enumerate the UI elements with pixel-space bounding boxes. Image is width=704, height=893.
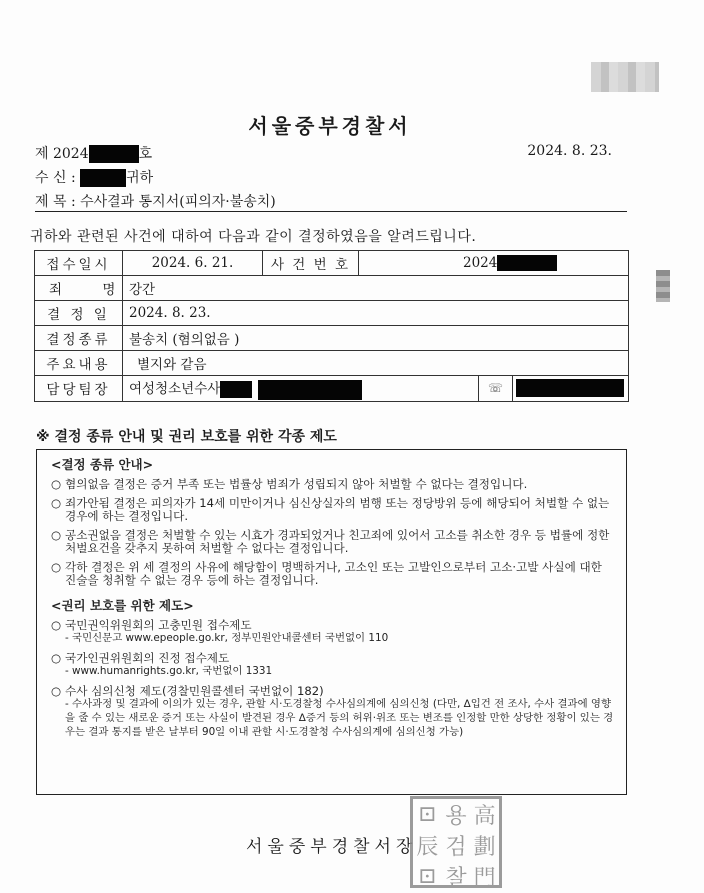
notice-heading: ※ 결정 종류 안내 및 권리 보호를 위한 각종 제도 xyxy=(36,429,337,445)
table-row xyxy=(35,351,629,376)
issue-date: 2024. 8. 23. xyxy=(527,143,612,159)
rights-title: <권리 보호를 위한 제도> xyxy=(51,598,194,614)
bullet: ○ xyxy=(51,617,62,632)
case-number-label: 사 건 번 호 xyxy=(263,251,359,276)
recipient: 수 신 : 귀하 xyxy=(35,170,154,186)
document-title: 서울중부경찰서 xyxy=(248,114,412,138)
table-row xyxy=(35,376,629,402)
issuer-signature: 서울중부경찰서장 xyxy=(246,837,418,857)
case-number-value: 2024 xyxy=(359,251,629,276)
list-item: ○ 국민권익위원회의 고충민원 접수제도 - 국민신문고 www.epeople.go.kr, 정부민원안내콜센터 국번없이 110 xyxy=(51,617,389,645)
redaction-bar xyxy=(516,379,624,397)
list-item: ○ 공소권없음 결정은 처벌할 수 있는 시효가 경과되었거나 친고죄에 있어서 고소를 취소한 경우 등 법률에 정한 처벌요건을 갖추지 못하여 처벌할 수 없다는 결정입니다. xyxy=(51,528,610,555)
redaction-bar xyxy=(497,255,557,271)
notice-box xyxy=(36,449,627,795)
phone-icon: ☏ xyxy=(479,376,513,402)
subject-line: 제 목 : 수사결과 통지서(피의자·불송치) xyxy=(35,194,276,210)
decision-guide-title: <결정 종류 안내> xyxy=(51,457,154,472)
content-label: 주요내용 xyxy=(35,351,123,376)
decision-date-label: 결 정 일 xyxy=(35,301,123,326)
decision-type-value: 불송치 (혐의없음 ) xyxy=(123,326,629,351)
divider xyxy=(35,211,627,212)
crime-label: 죄 명 xyxy=(35,276,123,301)
crime-value: 강간 xyxy=(123,276,629,301)
bullet: ○ xyxy=(51,560,62,575)
doc-number: 제 2024 호 xyxy=(35,146,153,162)
case-info-table xyxy=(34,250,629,402)
table-row xyxy=(35,326,629,351)
list-item: ○ 각하 결정은 위 세 결정의 사유에 해당함이 명백하거나, 고소인 또는 고발인으로부터 고소·고발 사실에 대한 진술을 청취할 수 없는 경우 등에 하는 결정입니다. xyxy=(51,560,602,587)
redaction-bar xyxy=(80,169,126,187)
list-item: ○ 국가인권위원회의 진정 접수제도 - www.humanrights.go.kr, 국번없이 1331 xyxy=(51,650,273,678)
decision-date-value: 2024. 8. 23. xyxy=(123,301,629,326)
bullet: ○ xyxy=(51,650,62,665)
list-item: ○ 죄가안됨 결정은 피의자가 14세 미만이거나 심신상실자의 범행 또는 정당방위 등에 해당되어 처벌할 수 없는 경우에 하는 결정입니다. xyxy=(51,496,610,523)
intro-text: 귀하와 관련된 사건에 대하여 다음과 같이 결정하였음을 알려드립니다. xyxy=(30,229,477,245)
blurred-stamp xyxy=(591,62,659,92)
redaction-bar xyxy=(89,145,139,163)
official-seal: ⊡ 용 高 辰 검 劃 ⊡ 찰 門 xyxy=(410,796,502,888)
scan-edge-mark xyxy=(656,270,670,302)
content-value: 별지와 같음 xyxy=(123,351,629,376)
table-row xyxy=(35,301,629,326)
redaction-bar xyxy=(220,381,252,398)
table-row xyxy=(35,276,629,301)
phone-value xyxy=(513,376,629,402)
list-item: ○ 혐의없음 결정은 증거 부족 또는 법률상 범죄가 성립되지 않아 처벌할 수 없다는 결정입니다. xyxy=(51,476,528,491)
received-label: 접수일시 xyxy=(35,251,123,276)
bullet: ○ xyxy=(51,496,62,511)
table-row xyxy=(35,251,629,276)
team-label: 담당팀장 xyxy=(35,376,123,402)
bullet: ○ xyxy=(51,683,62,698)
team-value: 여성청소년수사 xyxy=(123,376,479,402)
list-item: ○ 수사 심의신청 제도(경찰민원콜센터 국번없이 182) - 수사과정 및 결과에 이의가 있는 경우, 관할 시·도경찰청 수사심의계에 심의신청 (다만, ᐃ입건 전 조사, 수사 결과에 영향을 줄 수 있는 새로운 증거 또는 사실이 발견된 경우 ᐃ증거 등의 허위·위조 또는 변조를 인정할 만한 상당한 정황이 있는 경우는 결과 통지를 받은 날부터 90일 이내 관할 시·도경찰청 수사심의계에 심의신청 가능) xyxy=(51,683,614,738)
redaction-bar xyxy=(258,380,362,400)
bullet: ○ xyxy=(51,476,62,491)
bullet: ○ xyxy=(51,528,62,543)
received-value: 2024. 6. 21. xyxy=(123,251,263,276)
decision-type-label: 결정종류 xyxy=(35,326,123,351)
